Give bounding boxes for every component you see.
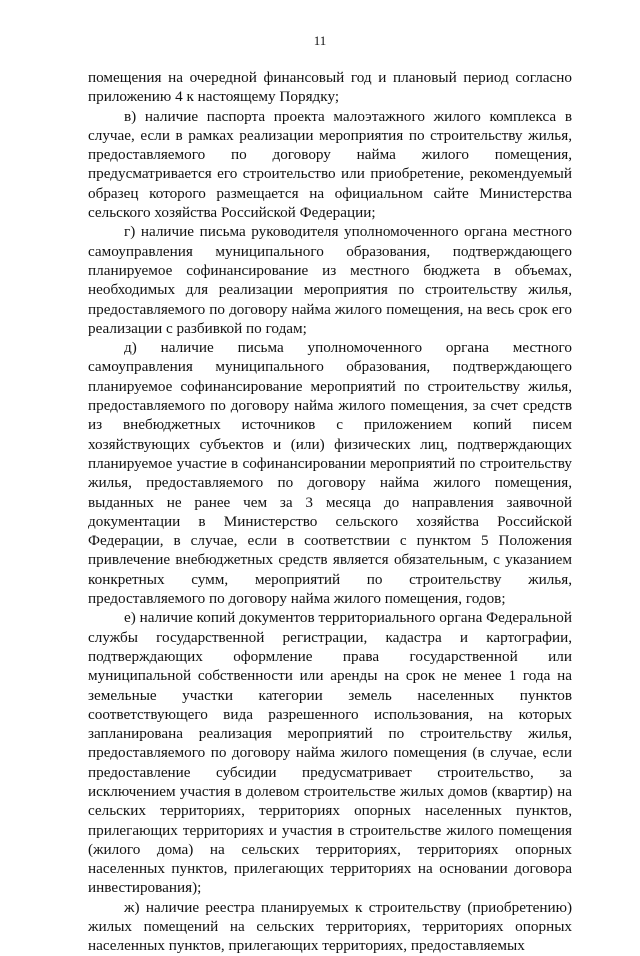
paragraph-e: е) наличие копий документов территориального органа Федеральной службы государственной регистрации, кадастра и картографии, подтверждающих оформление права государственной или муниципальной собственности или аренды на срок не менее 1 года на земельные участки категории земель населенных пунктов соответствующего вида разрешенного использования, на которых запланирована реализация мероприятий по строительству жилья, предоставляемого по договору найма жилого помещения (в случае, если предоставление субсидии предусматривает строительство, за исключением участия в долевом строительстве жилых домов (квартир) на сельских территориях, территориях опорных населенных пунктов, прилегающих территориях и участия в строительстве жилого помещения (жилого дома) на сельских территориях, территориях опорных населенных пунктов, прилегающих территориях на основании договора инвестирования); [88, 609, 572, 897]
document-body [88, 68, 572, 956]
paragraph-v: в) наличие паспорта проекта малоэтажного жилого комплекса в случае, если в рамках реализации мероприятия по строительству жилья, предоставляемого по договору найма жилого помещения, предусматривается его строительство или приобретение, рекомендуемый образец которого размещается на официальном сайте Министерства сельского хозяйства Российской Федерации; [88, 107, 572, 222]
paragraph-zh: ж) наличие реестра планируемых к строительству (приобретению) жилых помещений на сельских территориях, территориях опорных населенных пунктов, прилегающих территориях, предоставляемых [88, 898, 572, 955]
paragraph-g: г) наличие письма руководителя уполномоченного органа местного самоуправления муниципального образования, подтверждающего планируемое софинансирование из местного бюджета в объемах, необходимых для реализации мероприятия по строительству жилья, предоставляемого по договору найма жилого помещения, на весь срок его реализации с разбивкой по годам; [88, 223, 572, 337]
paragraph-d: д) наличие письма уполномоченного органа местного самоуправления муниципального образования, подтверждающего планируемое софинансирование мероприятий по строительству жилья, предоставляемого по договору найма жилого помещения, за счет средств из внебюджетных источников с приложением копий писем хозяйствующих субъектов и (или) физических лиц, подтверждающих планируемое участие в софинансировании мероприятий по строительству жилья, предоставляемого по договору найма жилого помещения, выданных не ранее чем за 3 месяца до направления заявочной документации в Министерство сельского хозяйства Российской Федерации, в случае, если в соответствии с пунктом 5 Положения привлечение внебюджетных средств является обязательным, с указанием конкретных сумм, мероприятий по строительству жилья, предоставляемого по договору найма жилого помещения, годов; [88, 339, 572, 608]
page-number: 11 [313, 33, 327, 48]
paragraph-continuation: помещения на очередной финансовый год и плановый период согласно приложению 4 к настоящему Порядку; [88, 69, 572, 106]
